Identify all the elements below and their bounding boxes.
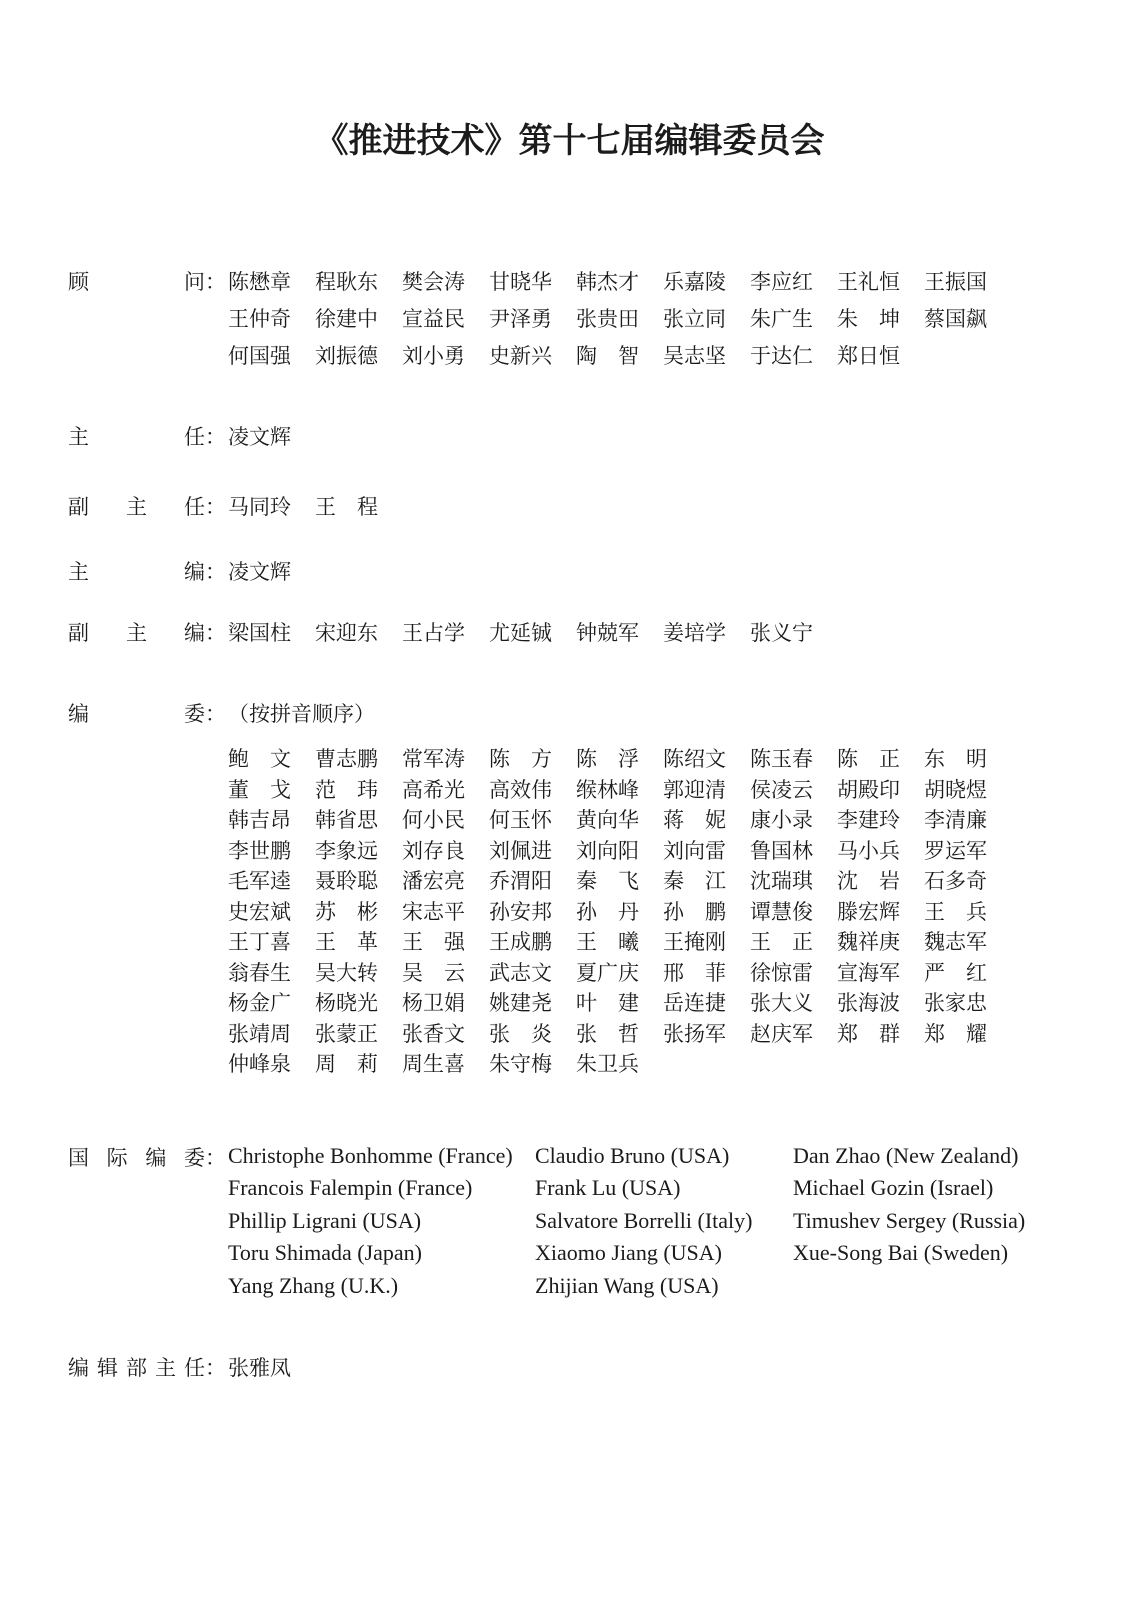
international-member-name: Dan Zhao (New Zealand) (793, 1142, 1019, 1168)
board-member-name: 徐惊雷 (750, 960, 813, 985)
board-member-name: 邢 菲 (663, 960, 726, 985)
department-director-name: 张雅凤 (228, 1356, 291, 1380)
advisor-name: 王礼恒 (837, 270, 900, 294)
board-member-name: 何小民 (402, 808, 465, 832)
international-member-name: Frank Lu (USA) (535, 1175, 681, 1200)
international-label-text: 国 际 编 委 (68, 1145, 205, 1170)
chief-editor-label-text: 主 编 (68, 560, 205, 584)
chief-editor-colon: ： (205, 560, 226, 584)
international-member-name: Toru Shimada (Japan) (228, 1240, 422, 1265)
deputy-director-label-text: 副 主 任 (68, 495, 205, 519)
board-member-name: 王成鹏 (489, 930, 552, 954)
board-member-name: 杨卫娟 (402, 991, 465, 1015)
advisor-name: 王振国 (924, 270, 987, 294)
director-colon: ： (205, 425, 226, 449)
deputy-chief-editor-name: 王占学 (402, 621, 465, 645)
advisor-name: 何国强 (228, 344, 291, 368)
board-sort-note: （按拼音顺序） (228, 702, 375, 726)
board-member-name: 苏 彬 (315, 899, 378, 924)
advisor-name: 乐嘉陵 (663, 270, 726, 294)
section-advisors (68, 264, 1071, 375)
board-member-name: 曹志鹏 (315, 747, 378, 771)
deputy-chief-editor-name: 张义宁 (750, 621, 813, 645)
board-member-name: 吴大转 (315, 960, 378, 985)
board-member-name: 侯凌云 (750, 777, 813, 802)
board-member-name: 魏志军 (924, 930, 987, 954)
director-label-text: 主 任 (68, 425, 205, 449)
board-member-name: 东 明 (924, 747, 987, 771)
deputy-chief-editor-name: 尤延铖 (489, 621, 552, 645)
deputy-chief-editor-name: 钟兢军 (576, 621, 639, 645)
deputy-director-name: 马同玲 (228, 495, 291, 519)
board-member-name: 陈 浮 (576, 747, 639, 771)
board-member-name: 张家忠 (924, 991, 987, 1015)
board-member-name: 秦 飞 (576, 869, 639, 893)
international-member-name: Timushev Sergey (Russia) (793, 1207, 1026, 1233)
board-member-name: 韩吉昂 (228, 808, 291, 832)
board-member-name: 张大义 (750, 991, 813, 1015)
board-member-name: 朱卫兵 (576, 1052, 639, 1076)
board-member-name: 王 兵 (924, 899, 987, 924)
advisors-names (228, 264, 1028, 375)
board-member-name: 高效伟 (489, 777, 552, 802)
board-content (228, 696, 1071, 1080)
board-member-name: 黄向华 (576, 808, 639, 832)
board-member-name: 秦 江 (663, 869, 726, 893)
board-member-name: 常军涛 (402, 747, 465, 771)
international-member-name: Zhijian Wang (USA) (535, 1272, 719, 1298)
board-member-name: 夏广庆 (576, 960, 639, 985)
board-member-name: 叶 建 (576, 991, 639, 1015)
department-director-label-text: 编 辑 部 主 任 (68, 1356, 205, 1380)
international-member-name: Phillip Ligrani (USA) (228, 1207, 422, 1233)
board-member-name: 朱守梅 (489, 1052, 552, 1076)
international-member-name: Xiaomo Jiang (USA) (535, 1240, 722, 1265)
board-member-name: 史宏斌 (228, 899, 291, 924)
board-member-name: 刘佩进 (489, 838, 552, 863)
advisor-name: 尹泽勇 (489, 307, 552, 331)
board-member-name: 高希光 (402, 777, 465, 802)
deputy-chief-editor-names (228, 615, 1028, 652)
board-member-name: 聂聆聪 (315, 869, 378, 893)
advisor-name: 朱广生 (750, 307, 813, 331)
section-editorial-board (68, 696, 1071, 1080)
advisors-colon: ： (205, 270, 226, 294)
board-member-name: 康小录 (750, 808, 813, 832)
board-member-name: 何玉怀 (489, 808, 552, 832)
advisor-name: 郑日恒 (837, 344, 900, 368)
department-director-colon: ： (205, 1356, 226, 1380)
section-deputy-director (68, 489, 1071, 526)
board-member-name: 李象远 (315, 838, 378, 863)
board-member-name: 武志文 (489, 960, 552, 985)
deputy-director-names (228, 489, 1028, 526)
director-names (228, 419, 1028, 456)
board-member-name: 孙 丹 (576, 899, 639, 924)
board-member-name: 郑 耀 (924, 1021, 987, 1046)
board-member-name: 魏祥庚 (837, 930, 900, 954)
board-member-name: 乔渭阳 (489, 869, 552, 893)
board-member-name: 王丁喜 (228, 930, 291, 954)
deputy-director-label (68, 489, 228, 526)
board-member-name: 宣海军 (837, 960, 900, 985)
chief-editor-name: 凌文辉 (228, 560, 291, 584)
department-director-label (68, 1350, 228, 1387)
board-member-name: 李建玲 (837, 808, 900, 832)
board-member-name: 李清廉 (924, 808, 987, 832)
international-member-name: Christophe Bonhomme (France) (228, 1142, 513, 1168)
advisor-name: 吴志坚 (663, 344, 726, 368)
international-colon: ： (205, 1145, 226, 1170)
board-member-name: 杨金广 (228, 991, 291, 1015)
board-member-name: 仲峰泉 (228, 1052, 291, 1076)
chief-editor-label (68, 554, 228, 591)
deputy-director-colon: ： (205, 495, 226, 519)
international-member-name: Francois Falempin (France) (228, 1175, 473, 1200)
page-title: 《推进技术》第十七届编辑委员会 (314, 121, 825, 161)
board-member-name: 韩省思 (315, 808, 378, 832)
board-member-name: 蒋 妮 (663, 808, 726, 832)
advisor-name: 于达仁 (750, 344, 813, 368)
international-member-names (228, 1140, 1071, 1303)
advisor-name: 徐建中 (315, 307, 378, 331)
board-member-name: 孙 鹏 (663, 899, 726, 924)
board-member-name: 王 强 (402, 930, 465, 954)
advisor-name: 刘振德 (315, 344, 378, 368)
board-label-text: 编 委 (68, 702, 205, 726)
board-member-name: 陈 正 (837, 747, 900, 771)
deputy-chief-editor-name: 姜培学 (663, 621, 726, 645)
advisor-name: 樊会涛 (402, 270, 465, 294)
board-member-name: 鲁国林 (750, 838, 813, 863)
advisor-name: 韩杰才 (576, 270, 639, 294)
deputy-chief-editors-label (68, 615, 228, 652)
department-director-names (228, 1350, 1028, 1387)
board-member-name: 赵庆军 (750, 1021, 813, 1046)
board-member-name: 滕宏辉 (837, 899, 900, 924)
board-member-name: 鲍 文 (228, 747, 291, 771)
board-member-name: 马小兵 (837, 838, 900, 863)
board-member-name: 陈 方 (489, 747, 552, 771)
board-member-name: 王掩刚 (663, 930, 726, 954)
deputy-chief-editors-label-text: 副 主 编 (68, 621, 205, 645)
board-member-name: 沈瑞琪 (750, 869, 813, 893)
advisor-name: 程耿东 (315, 270, 378, 294)
advisor-name: 张立同 (663, 307, 726, 331)
board-member-name: 李世鹏 (228, 838, 291, 863)
board-member-name: 严 红 (924, 960, 987, 985)
international-member-name: Michael Gozin (Israel) (793, 1175, 994, 1200)
board-member-name: 范 玮 (315, 777, 378, 802)
section-chief-editor (68, 554, 1071, 591)
board-member-name: 刘向雷 (663, 838, 726, 863)
advisors-label (68, 264, 228, 301)
advisor-name: 李应红 (750, 270, 813, 294)
board-member-name: 董 戈 (228, 777, 291, 802)
international-member-name: Salvatore Borrelli (Italy) (535, 1207, 753, 1233)
board-member-name: 胡晓煜 (924, 777, 987, 802)
international-label (68, 1140, 228, 1177)
board-member-name: 陈绍文 (663, 747, 726, 771)
advisor-name: 宣益民 (402, 307, 465, 331)
advisor-name: 张贵田 (576, 307, 639, 331)
board-member-name: 翁春生 (228, 960, 291, 985)
board-colon: ： (205, 702, 226, 726)
advisor-name: 王仲奇 (228, 307, 291, 331)
board-member-name: 岳连捷 (663, 991, 726, 1015)
international-member-name: Claudio Bruno (USA) (535, 1142, 730, 1168)
advisor-name: 史新兴 (489, 344, 552, 368)
section-director (68, 419, 1071, 456)
board-member-name: 张 哲 (576, 1021, 639, 1046)
board-member-name: 王 正 (750, 930, 813, 954)
advisor-name: 朱 坤 (837, 307, 900, 331)
board-member-name: 毛军逵 (228, 869, 291, 893)
director-name: 凌文辉 (228, 425, 291, 449)
deputy-chief-editors-colon: ： (205, 621, 226, 645)
board-member-name: 王 革 (315, 930, 378, 954)
advisor-name: 蔡国飙 (924, 307, 987, 331)
international-member-name: Yang Zhang (U.K.) (228, 1272, 399, 1298)
advisor-name: 甘晓华 (489, 270, 552, 294)
board-member-name: 周 莉 (315, 1052, 378, 1076)
board-member-name: 王 曦 (576, 930, 639, 954)
board-member-name: 张 炎 (489, 1021, 552, 1046)
advisor-name: 刘小勇 (402, 344, 465, 368)
board-member-name: 沈 岩 (837, 869, 900, 893)
board-member-name: 刘存良 (402, 838, 465, 863)
director-label (68, 419, 228, 456)
advisor-name: 陶 智 (576, 344, 639, 368)
board-member-name: 周生喜 (402, 1052, 465, 1076)
board-member-name: 张香文 (402, 1021, 465, 1046)
board-member-name: 张海波 (837, 991, 900, 1015)
section-department-director (68, 1350, 1071, 1387)
board-member-name: 郭迎清 (663, 777, 726, 802)
board-member-name: 宋志平 (402, 899, 465, 924)
deputy-chief-editor-name: 梁国柱 (228, 621, 291, 645)
board-member-name: 罗运军 (924, 838, 987, 863)
board-member-names (228, 744, 1028, 1080)
advisors-label-text: 顾 问 (68, 270, 205, 294)
board-member-name: 缑林峰 (576, 777, 639, 802)
advisor-name: 陈懋章 (228, 270, 291, 294)
board-member-name: 杨晓光 (315, 991, 378, 1015)
section-deputy-chief-editors (68, 615, 1071, 652)
board-member-name: 潘宏亮 (402, 869, 465, 893)
deputy-director-name: 王 程 (315, 495, 378, 519)
board-member-name: 张扬军 (663, 1021, 726, 1046)
chief-editor-names (228, 554, 1028, 591)
board-member-name: 张靖周 (228, 1021, 291, 1046)
section-international-board (68, 1140, 1071, 1303)
board-member-name: 张蒙正 (315, 1021, 378, 1046)
board-member-name: 刘向阳 (576, 838, 639, 863)
board-member-name: 陈玉春 (750, 747, 813, 771)
board-member-name: 郑 群 (837, 1021, 900, 1046)
board-member-name: 胡殿印 (837, 777, 900, 802)
board-member-name: 石多奇 (924, 869, 987, 893)
board-member-name: 姚建尧 (489, 991, 552, 1015)
international-member-name: Xue-Song Bai (Sweden) (793, 1240, 1009, 1265)
board-member-name: 孙安邦 (489, 899, 552, 924)
deputy-chief-editor-name: 宋迎东 (315, 621, 378, 645)
board-member-name: 吴 云 (402, 960, 465, 985)
board-label (68, 696, 228, 733)
board-member-name: 谭慧俊 (750, 899, 813, 924)
